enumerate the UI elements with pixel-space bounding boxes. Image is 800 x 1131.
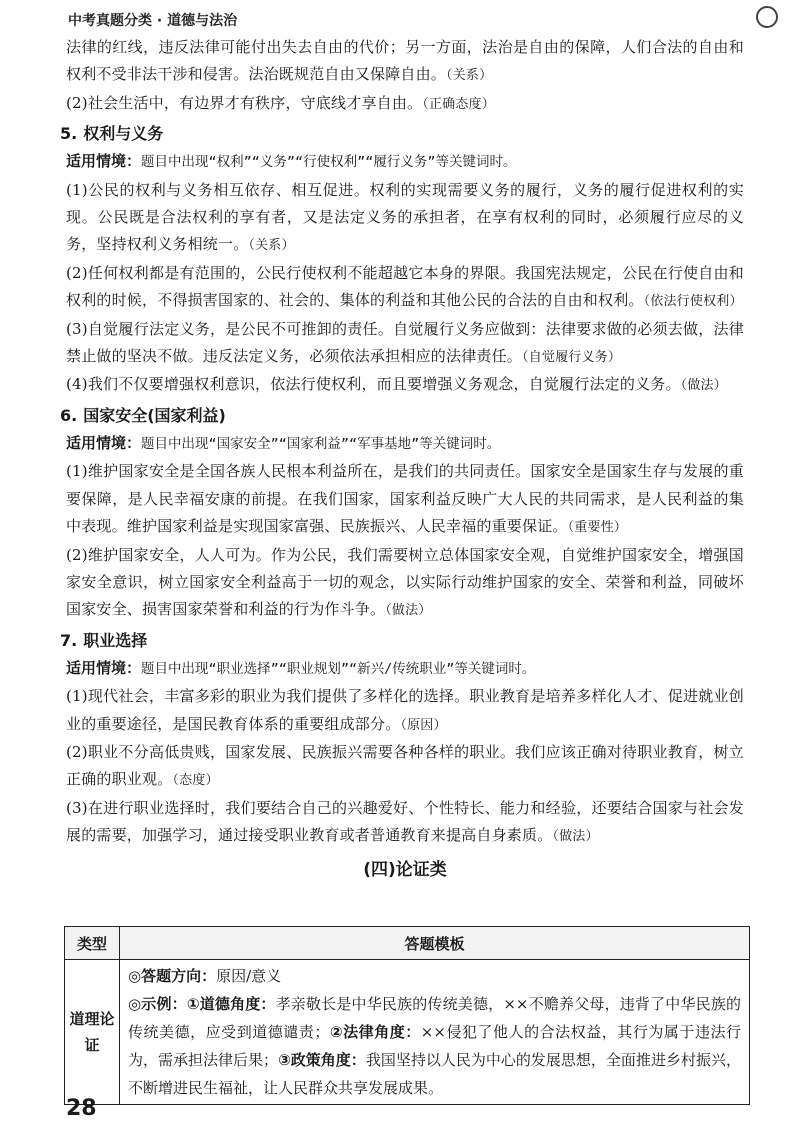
context-label: 适用情境： <box>66 658 142 677</box>
paragraph-note: （做法） <box>385 603 432 619</box>
intro-paragraph-1 <box>66 34 744 90</box>
direction-label: ◎答题方向： <box>128 967 217 985</box>
table-header-row <box>65 927 750 960</box>
paragraph-note: （原因） <box>400 717 447 733</box>
paragraph-note: （重要性） <box>567 520 628 536</box>
section-number: 6. <box>60 405 78 425</box>
intro-note-1: （关系） <box>446 68 493 84</box>
section-title-national-security <box>60 402 744 430</box>
context-text: 题目中出现“职业选择”“职业规划”“新兴/传统职业”等关键词时。 <box>141 660 536 677</box>
paragraph-note: （做法） <box>552 829 599 845</box>
example-3-text: 我国坚持以人民为中心的发展思想，全面推进乡村振兴，不断增进民生福祉，让人民群众共享发展成果。 <box>128 1051 741 1097</box>
content <box>60 34 744 887</box>
type-cell: 道理论证 <box>65 960 120 1105</box>
corner-circle-icon <box>756 6 778 28</box>
section-title-text: 权利与义务 <box>83 124 164 144</box>
answer-example <box>128 990 741 1102</box>
column-header-type: 类型 <box>65 927 120 960</box>
paragraph-text: (1)现代社会，丰富多彩的职业为我们提供了多样化的选择。职业教育是培养多样化人才、促进就业创业的重要途径，是国民教育体系的重要组成部分。 <box>66 687 744 733</box>
paragraph-text: (3)在进行职业选择时，我们要结合自己的兴趣爱好、个性特长、能力和经验，还要结合国家与社会发展的需要，加强学习，通过接受职业教育或者普通教育来提高自身素质。 <box>66 798 744 845</box>
paragraph-text: (1)公民的权利与义务相互依存、相互促进。权利的实现需要义务的履行，义务的履行促进权利的实现。公民既是合法权利的享有者，又是法定义务的承担者，在享有权利的同时，必须履行应尽的义务，坚持权利义务相统一。 <box>66 180 744 254</box>
paragraph <box>66 260 744 316</box>
example-label: ◎示例： <box>128 995 187 1013</box>
section-title-text: 职业选择 <box>83 630 148 650</box>
paragraph <box>66 371 744 399</box>
paragraph-text: (2)维护国家安全，人人可为。作为公民，我们需要树立总体国家安全观，自觉维护国家安全，增强国家安全意识，树立国家安全利益高于一切的观念，以实际行动维护国家的安全、荣誉和利益，同破坏国家安全、损害国家荣誉和利益的行为作斗争。 <box>66 545 744 619</box>
example-1-text: 孝亲敬长是中华民族的传统美德，××不赡养父母，违背了中华民族的传统美德，应受到道德谴责； <box>128 995 742 1041</box>
context-line <box>66 430 744 458</box>
paragraph <box>66 795 744 851</box>
paragraph-note: （自觉履行义务） <box>522 350 622 366</box>
paragraph-text: (2)任何权利都是有范围的，公民行使权利不能超越它本身的界限。我国宪法规定，公民在行使自由和权利的时候，不得损害国家的、社会的、集体的利益和其他公民的合法的自由和权利。 <box>66 263 744 310</box>
example-2-label: ②法律角度： <box>329 1023 421 1041</box>
context-line <box>66 148 744 176</box>
paragraph-note: （态度） <box>172 773 219 789</box>
section-title-text: 国家安全(国家利益) <box>83 405 226 425</box>
paragraph-text: (2)职业不分高低贵贱，国家发展、民族振兴需要各种各样的职业。我们应该正确对待职业教育，树立正确的职业观。 <box>66 742 744 789</box>
subsection-heading: (四)论证类 <box>363 859 447 880</box>
intro-paragraph-2 <box>66 90 744 118</box>
paragraph-text: (3)自觉履行法定义务，是公民不可推卸的责任。自觉履行义务应做到：法律要求做的必须去做，法律禁止做的坚决不做。违反法定义务，必须依法承担相应的法律责任。 <box>66 319 744 366</box>
answer-template-table <box>64 926 750 1105</box>
paragraph-note: （依法行使权利） <box>643 294 743 310</box>
context-text: 题目中出现“权利”“义务”“行使权利”“履行义务”等关键词时。 <box>141 154 517 171</box>
paragraph <box>66 739 744 795</box>
example-2-text: ××侵犯了他人的合法权益，其行为属于违法行为，需承担法律后果； <box>128 1023 742 1069</box>
answer-cell <box>120 960 750 1105</box>
section-number: 5. <box>60 124 78 144</box>
context-line <box>66 655 744 683</box>
running-header: 中考真题分类 · 道德与法治 <box>68 13 238 29</box>
intro-note-2: （正确态度） <box>422 96 495 112</box>
example-1-label: ①道德角度： <box>186 995 276 1013</box>
context-label: 适用情境： <box>66 152 142 171</box>
intro-text-1: 法律的红线，违反法律可能付出失去自由的代价；另一方面，法治是自由的保障，人们合法的自由和权利不受非法干涉和侵害。法治既规范自由又保障自由。 <box>66 38 744 84</box>
section-title-career <box>60 627 744 655</box>
section-title-rights <box>60 120 744 148</box>
paragraph <box>66 683 744 739</box>
context-text: 题目中出现“国家安全”“国家利益”“军事基地”等关键词时。 <box>141 435 501 452</box>
paragraph-note: （做法） <box>680 378 727 394</box>
paragraph-text: (1)维护国家安全是全国各族人民根本利益所在，是我们的共同责任。国家安全是国家生存与发展的重要保障，是人民幸福安康的前提。在我们国家，国家利益反映广大人民的共同需求，是人民利益的集中表现。维护国家利益是实现国家富强、民族振兴、人民幸福的重要保证。 <box>66 462 744 536</box>
paragraph-note: （关系） <box>248 238 295 254</box>
paragraph <box>66 542 744 625</box>
intro-text-2: (2)社会生活中，有边界才有秩序，守底线才享自由。 <box>66 93 423 112</box>
table-row <box>65 960 750 1105</box>
page-number: 28 <box>66 1096 97 1121</box>
paragraph <box>66 458 744 541</box>
direction-text: 原因/意义 <box>216 967 282 985</box>
context-label: 适用情境： <box>66 433 142 452</box>
paragraph-text: (4)我们不仅要增强权利意识，依法行使权利，而且要增强义务观念，自觉履行法定的义务。 <box>66 375 681 394</box>
example-3-label: ③政策角度： <box>278 1051 366 1069</box>
answer-direction <box>128 962 741 990</box>
paragraph <box>66 316 744 372</box>
paragraph <box>66 177 744 260</box>
column-header-template: 答题模板 <box>120 927 750 960</box>
section-number: 7. <box>60 630 78 650</box>
